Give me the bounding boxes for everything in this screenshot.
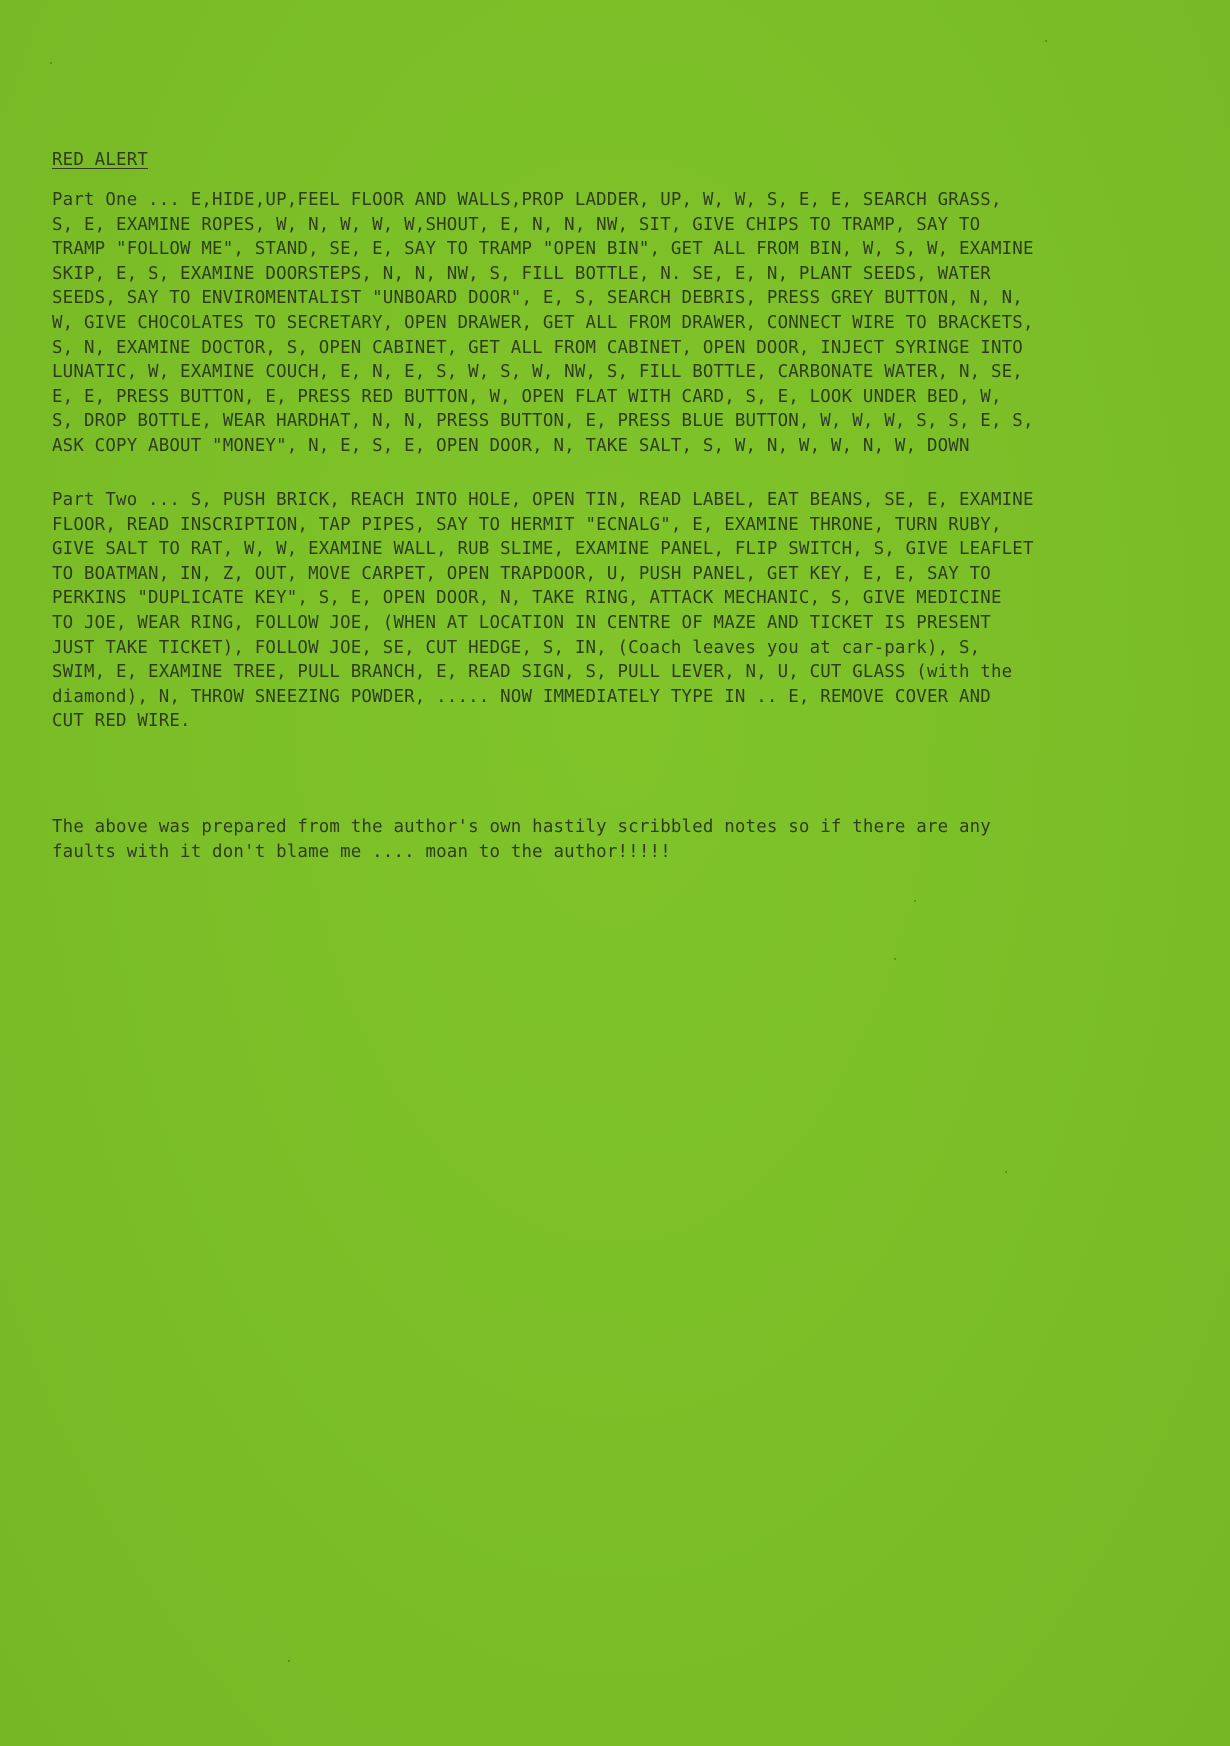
paper-speck xyxy=(1045,40,1047,42)
text-line: S, DROP BOTTLE, WEAR HARDHAT, N, N, PRESS BUTTON, E, PRESS BLUE BUTTON, W, W, W, S, S, E, S, xyxy=(52,411,1034,432)
document-title: RED ALERT xyxy=(52,150,149,170)
paper-speck xyxy=(288,1660,290,1662)
text-line: ASK COPY ABOUT "MONEY", N, E, S, E, OPEN DOOR, N, TAKE SALT, S, W, N, W, W, N, W, DOWN xyxy=(52,435,970,456)
text-line: E, E, PRESS BUTTON, E, PRESS RED BUTTON, W, OPEN FLAT WITH CARD, S, E, LOOK UNDER BED, W, xyxy=(52,386,1002,407)
paper-speck xyxy=(1005,1171,1007,1173)
text-line: TO JOE, WEAR RING, FOLLOW JOE, (WHEN AT LOCATION IN CENTRE OF MAZE AND TICKET IS PRESENT xyxy=(52,612,991,633)
text-line: SEEDS, SAY TO ENVIROMENTALIST "UNBOARD DOOR", E, S, SEARCH DEBRIS, PRESS GREY BUTTON, N, N, xyxy=(52,288,1023,309)
text-line: TRAMP "FOLLOW ME", STAND, SE, E, SAY TO TRAMP "OPEN BIN", GET ALL FROM BIN, W, S, W, EXAMINE xyxy=(52,239,1034,260)
text-line: SKIP, E, S, EXAMINE DOORSTEPS, N, N, NW, S, FILL BOTTLE, N. SE, E, N, PLANT SEEDS, WATER xyxy=(52,263,991,284)
text-line: S, E, EXAMINE ROPES, W, N, W, W, W,SHOUT, E, N, N, NW, SIT, GIVE CHIPS TO TRAMP, SAY TO xyxy=(52,214,981,235)
text-line: SWIM, E, EXAMINE TREE, PULL BRANCH, E, READ SIGN, S, PULL LEVER, N, U, CUT GLASS (with the xyxy=(52,662,1013,683)
author-note-paragraph xyxy=(52,815,1202,864)
text-line: LUNATIC, W, EXAMINE COUCH, E, N, E, S, W, S, W, NW, S, FILL BOTTLE, CARBONATE WATER, N, SE, xyxy=(52,362,1023,383)
text-line: diamond), N, THROW SNEEZING POWDER, ..... NOW IMMEDIATELY TYPE IN .. E, REMOVE COVER AND xyxy=(52,686,991,707)
text-line: GIVE SALT TO RAT, W, W, EXAMINE WALL, RUB SLIME, EXAMINE PANEL, FLIP SWITCH, S, GIVE LEAFLET xyxy=(52,539,1034,560)
paper-speck xyxy=(50,62,52,64)
text-line: CUT RED WIRE. xyxy=(52,711,191,732)
paper-speck xyxy=(914,900,916,902)
text-line: JUST TAKE TICKET), FOLLOW JOE, SE, CUT HEDGE, S, IN, (Coach leaves you at car-park), S, xyxy=(52,637,981,658)
text-line: faults with it don't blame me .... moan to the author!!!!! xyxy=(52,841,671,862)
text-line: S, N, EXAMINE DOCTOR, S, OPEN CABINET, GET ALL FROM CABINET, OPEN DOOR, INJECT SYRINGE INTO xyxy=(52,337,1023,358)
part-one-paragraph xyxy=(52,188,1202,459)
text-line: PERKINS "DUPLICATE KEY", S, E, OPEN DOOR, N, TAKE RING, ATTACK MECHANIC, S, GIVE MEDICINE xyxy=(52,588,1002,609)
text-line: The above was prepared from the author's own hastily scribbled notes so if there are any xyxy=(52,817,991,837)
text-line: Part Two ... S, PUSH BRICK, REACH INTO HOLE, OPEN TIN, READ LABEL, EAT BEANS, SE, E, EXAMINE xyxy=(52,490,1034,510)
part-two-paragraph xyxy=(52,488,1202,734)
text-line: W, GIVE CHOCOLATES TO SECRETARY, OPEN DRAWER, GET ALL FROM DRAWER, CONNECT WIRE TO BRACKETS, xyxy=(52,312,1034,333)
text-line: Part One ... E,HIDE,UP,FEEL FLOOR AND WALLS,PROP LADDER, UP, W, W, S, E, E, SEARCH GRASS, xyxy=(52,190,1002,210)
paper-speck xyxy=(894,958,896,960)
text-line: FLOOR, READ INSCRIPTION, TAP PIPES, SAY TO HERMIT "ECNALG", E, EXAMINE THRONE, TURN RUBY, xyxy=(52,514,1002,535)
text-line: TO BOATMAN, IN, Z, OUT, MOVE CARPET, OPEN TRAPDOOR, U, PUSH PANEL, GET KEY, E, E, SAY TO xyxy=(52,563,991,584)
